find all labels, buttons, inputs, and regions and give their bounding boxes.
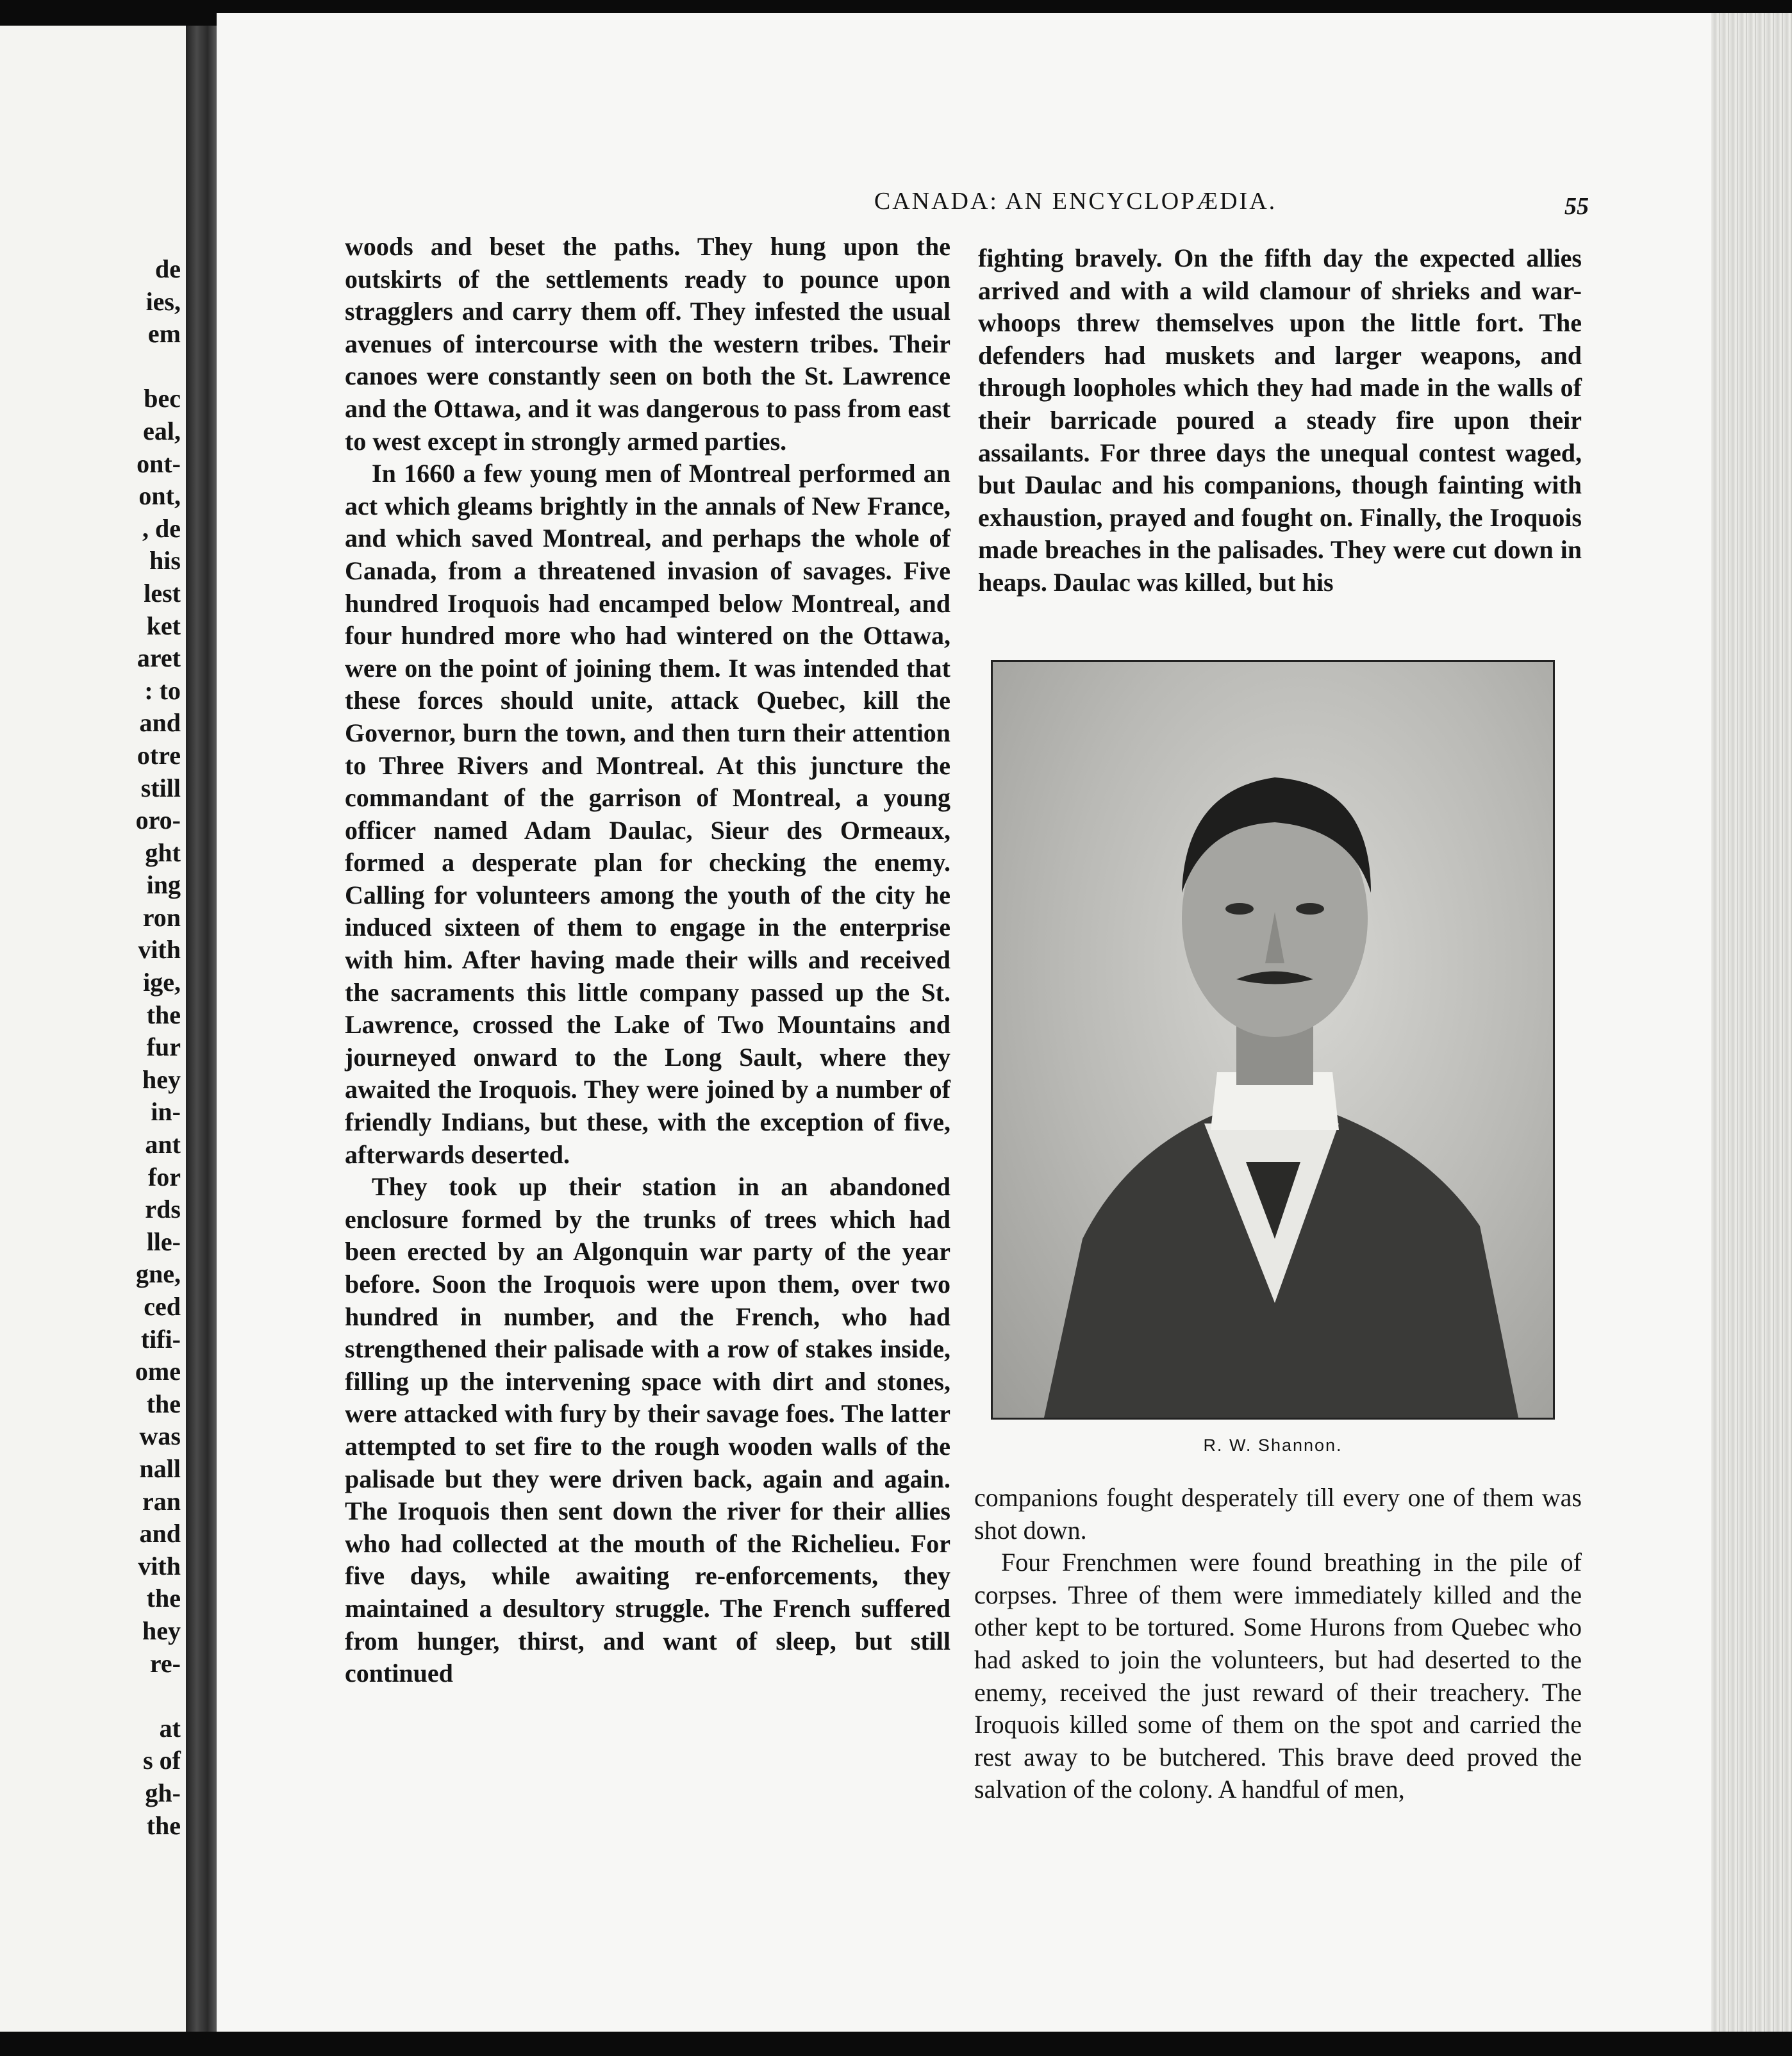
text-fragment: gne, — [136, 1259, 181, 1289]
left-column — [345, 231, 950, 1690]
text-fragment: : to — [144, 676, 181, 705]
text-fragment: de — [155, 254, 181, 283]
previous-page-text-fragments — [40, 253, 181, 1842]
text-fragment: ige, — [143, 968, 181, 997]
paragraph: In 1660 a few young men of Montreal performed an act which gleams brightly in the annals of New France, and which saved Montreal, and perhaps the whole of Canada, from a threatened invasion of savages. Five hundred Iroquois had encamped below Montreal, and four hundred more who had wintered on the Ottawa, were on the point of joining them. It was intended that these forces should unite, attack Quebec, kill the Governor, burn the town, and then turn their attention to Three Rivers and Montreal. At this juncture the commandant of the garrison of Montreal, a young officer named Adam Daulac, Sieur des Ormeaux, formed a desperate plan for checking the enemy. Calling for volunteers among the youth of the city he induced sixteen of them to engage in the enterprise with him. After having made their wills and received the sacraments this little company passed up the St. Lawrence, crossed the Lake of Two Mountains and journeyed onward to the Long Sault, where they awaited the Iroquois. They were joined by a number of friendly Indians, but these, with the exception of five, afterwards deserted. — [345, 459, 950, 1169]
text-fragment: ran — [142, 1486, 181, 1516]
text-fragment: re- — [149, 1648, 181, 1678]
text-fragment: ont- — [137, 449, 181, 478]
text-fragment — [40, 1680, 181, 1712]
text-fragment: still — [140, 773, 181, 802]
text-fragment: vith — [138, 1551, 181, 1580]
text-fragment: ome — [135, 1357, 181, 1386]
text-fragment: ced — [144, 1292, 181, 1321]
text-fragment: nall — [139, 1454, 181, 1483]
text-fragment: the — [146, 1584, 181, 1613]
text-fragment: fur — [146, 1032, 181, 1062]
text-fragment: , de — [142, 513, 181, 543]
text-fragment: was — [139, 1422, 181, 1451]
text-fragment: ant — [145, 1130, 181, 1159]
text-fragment: tifi- — [140, 1324, 181, 1354]
text-fragment: rds — [145, 1195, 181, 1224]
text-fragment: s of — [143, 1746, 181, 1775]
portrait-photo — [991, 660, 1555, 1420]
text-fragment: lest — [144, 578, 181, 608]
text-fragment: hey — [142, 1616, 181, 1645]
running-head: CANADA: AN ENCYCLOPÆDIA. — [874, 188, 1277, 215]
portrait-caption: R. W. Shannon. — [1203, 1436, 1343, 1455]
text-fragment: lle- — [146, 1227, 181, 1256]
text-fragment: for — [147, 1162, 181, 1191]
book-gutter — [186, 26, 217, 2032]
text-fragment: ght — [145, 838, 181, 867]
text-fragment: em — [147, 319, 181, 349]
previous-page — [0, 26, 186, 2032]
page-header — [217, 187, 1711, 226]
right-column-bottom — [974, 1482, 1582, 1806]
paragraph: companions fought desperately till every one of them was shot down. — [974, 1483, 1582, 1545]
right-column-top — [978, 242, 1582, 599]
text-fragment: ket — [146, 611, 181, 640]
text-fragment: aret — [137, 643, 181, 673]
text-fragment: at — [159, 1713, 181, 1743]
text-fragment: the — [146, 1811, 181, 1840]
text-fragment: oro- — [135, 806, 181, 835]
portrait-man-icon — [993, 662, 1553, 1418]
text-fragment: otre — [137, 740, 181, 770]
text-fragment: vith — [138, 935, 181, 965]
text-fragment: ron — [142, 902, 181, 932]
paragraph: woods and beset the paths. They hung upon the outskirts of the settlements ready to pounce upon stragglers and carry them off. They infested the usual avenues of intercourse with the western tribes. Their canoes were constantly seen on both the St. Lawrence and the Ottawa, and it was dangerous to pass from east to west except in strongly armed parties. — [345, 232, 950, 456]
paragraph: They took up their station in an abandoned enclosure formed by the trunks of trees which had been erected by an Algonquin war party of the year before. Soon the Iroquois were upon them, over two hundred in number, and the French, who had strengthened their palisade with a row of stakes inside, filling up the intervening space with dirt and stones, were attacked with fury by their savage foes. The latter attempted to set fire to the rough wooden walls of the palisade but they were driven back, again and again. The Iroquois then sent down the river for their allies who had collected at the mouth of the Richelieu. For five days, while awaiting re-enforcements, they maintained a desultory struggle. The French suffered from hunger, thirst, and want of sleep, but still continued — [345, 1172, 950, 1688]
text-fragment: eal, — [143, 416, 181, 445]
text-fragment: and — [139, 708, 181, 738]
text-fragment: in- — [151, 1097, 181, 1127]
page-number: 55 — [1564, 193, 1589, 220]
text-fragment: his — [149, 546, 181, 576]
paragraph: fighting bravely. On the fifth day the expected allies arrived and with a wild clamour of shrieks and war-whoops threw themselves upon the little fort. The defenders had muskets and larger weapons, and through loopholes which they had made in the walls of their barricade poured a steady fire upon their assailants. For three days the unequal contest waged, but Daulac and his companions, though fainting with exhaustion, prayed and fought on. Finally, the Iroquois made breaches in the palisades. They were cut down in heaps. Daulac was killed, but his — [978, 244, 1582, 597]
text-fragment: the — [146, 1389, 181, 1418]
text-fragment: gh- — [145, 1778, 181, 1807]
page-edges — [1711, 13, 1792, 2032]
text-fragment: the — [146, 1000, 181, 1029]
text-fragment: ing — [146, 870, 181, 900]
text-fragment: and — [139, 1519, 181, 1548]
text-fragment — [40, 351, 181, 383]
text-fragment: bec — [144, 384, 181, 413]
book-page — [217, 13, 1711, 2032]
text-fragment: hey — [142, 1065, 181, 1094]
text-fragment: ont, — [138, 481, 181, 511]
text-fragment: ies, — [145, 286, 181, 316]
paragraph: Four Frenchmen were found breathing in the pile of corpses. Three of them were immediately killed and the other kept to be tortured. Some Hurons from Quebec who had asked to join the volunteers, but had deserted to the enemy, received the just reward of their treachery. The Iroquois killed some of them on the spot and carried the rest away to be butchered. This brave deed proved the salvation of the colony. A handful of men, — [974, 1548, 1582, 1804]
